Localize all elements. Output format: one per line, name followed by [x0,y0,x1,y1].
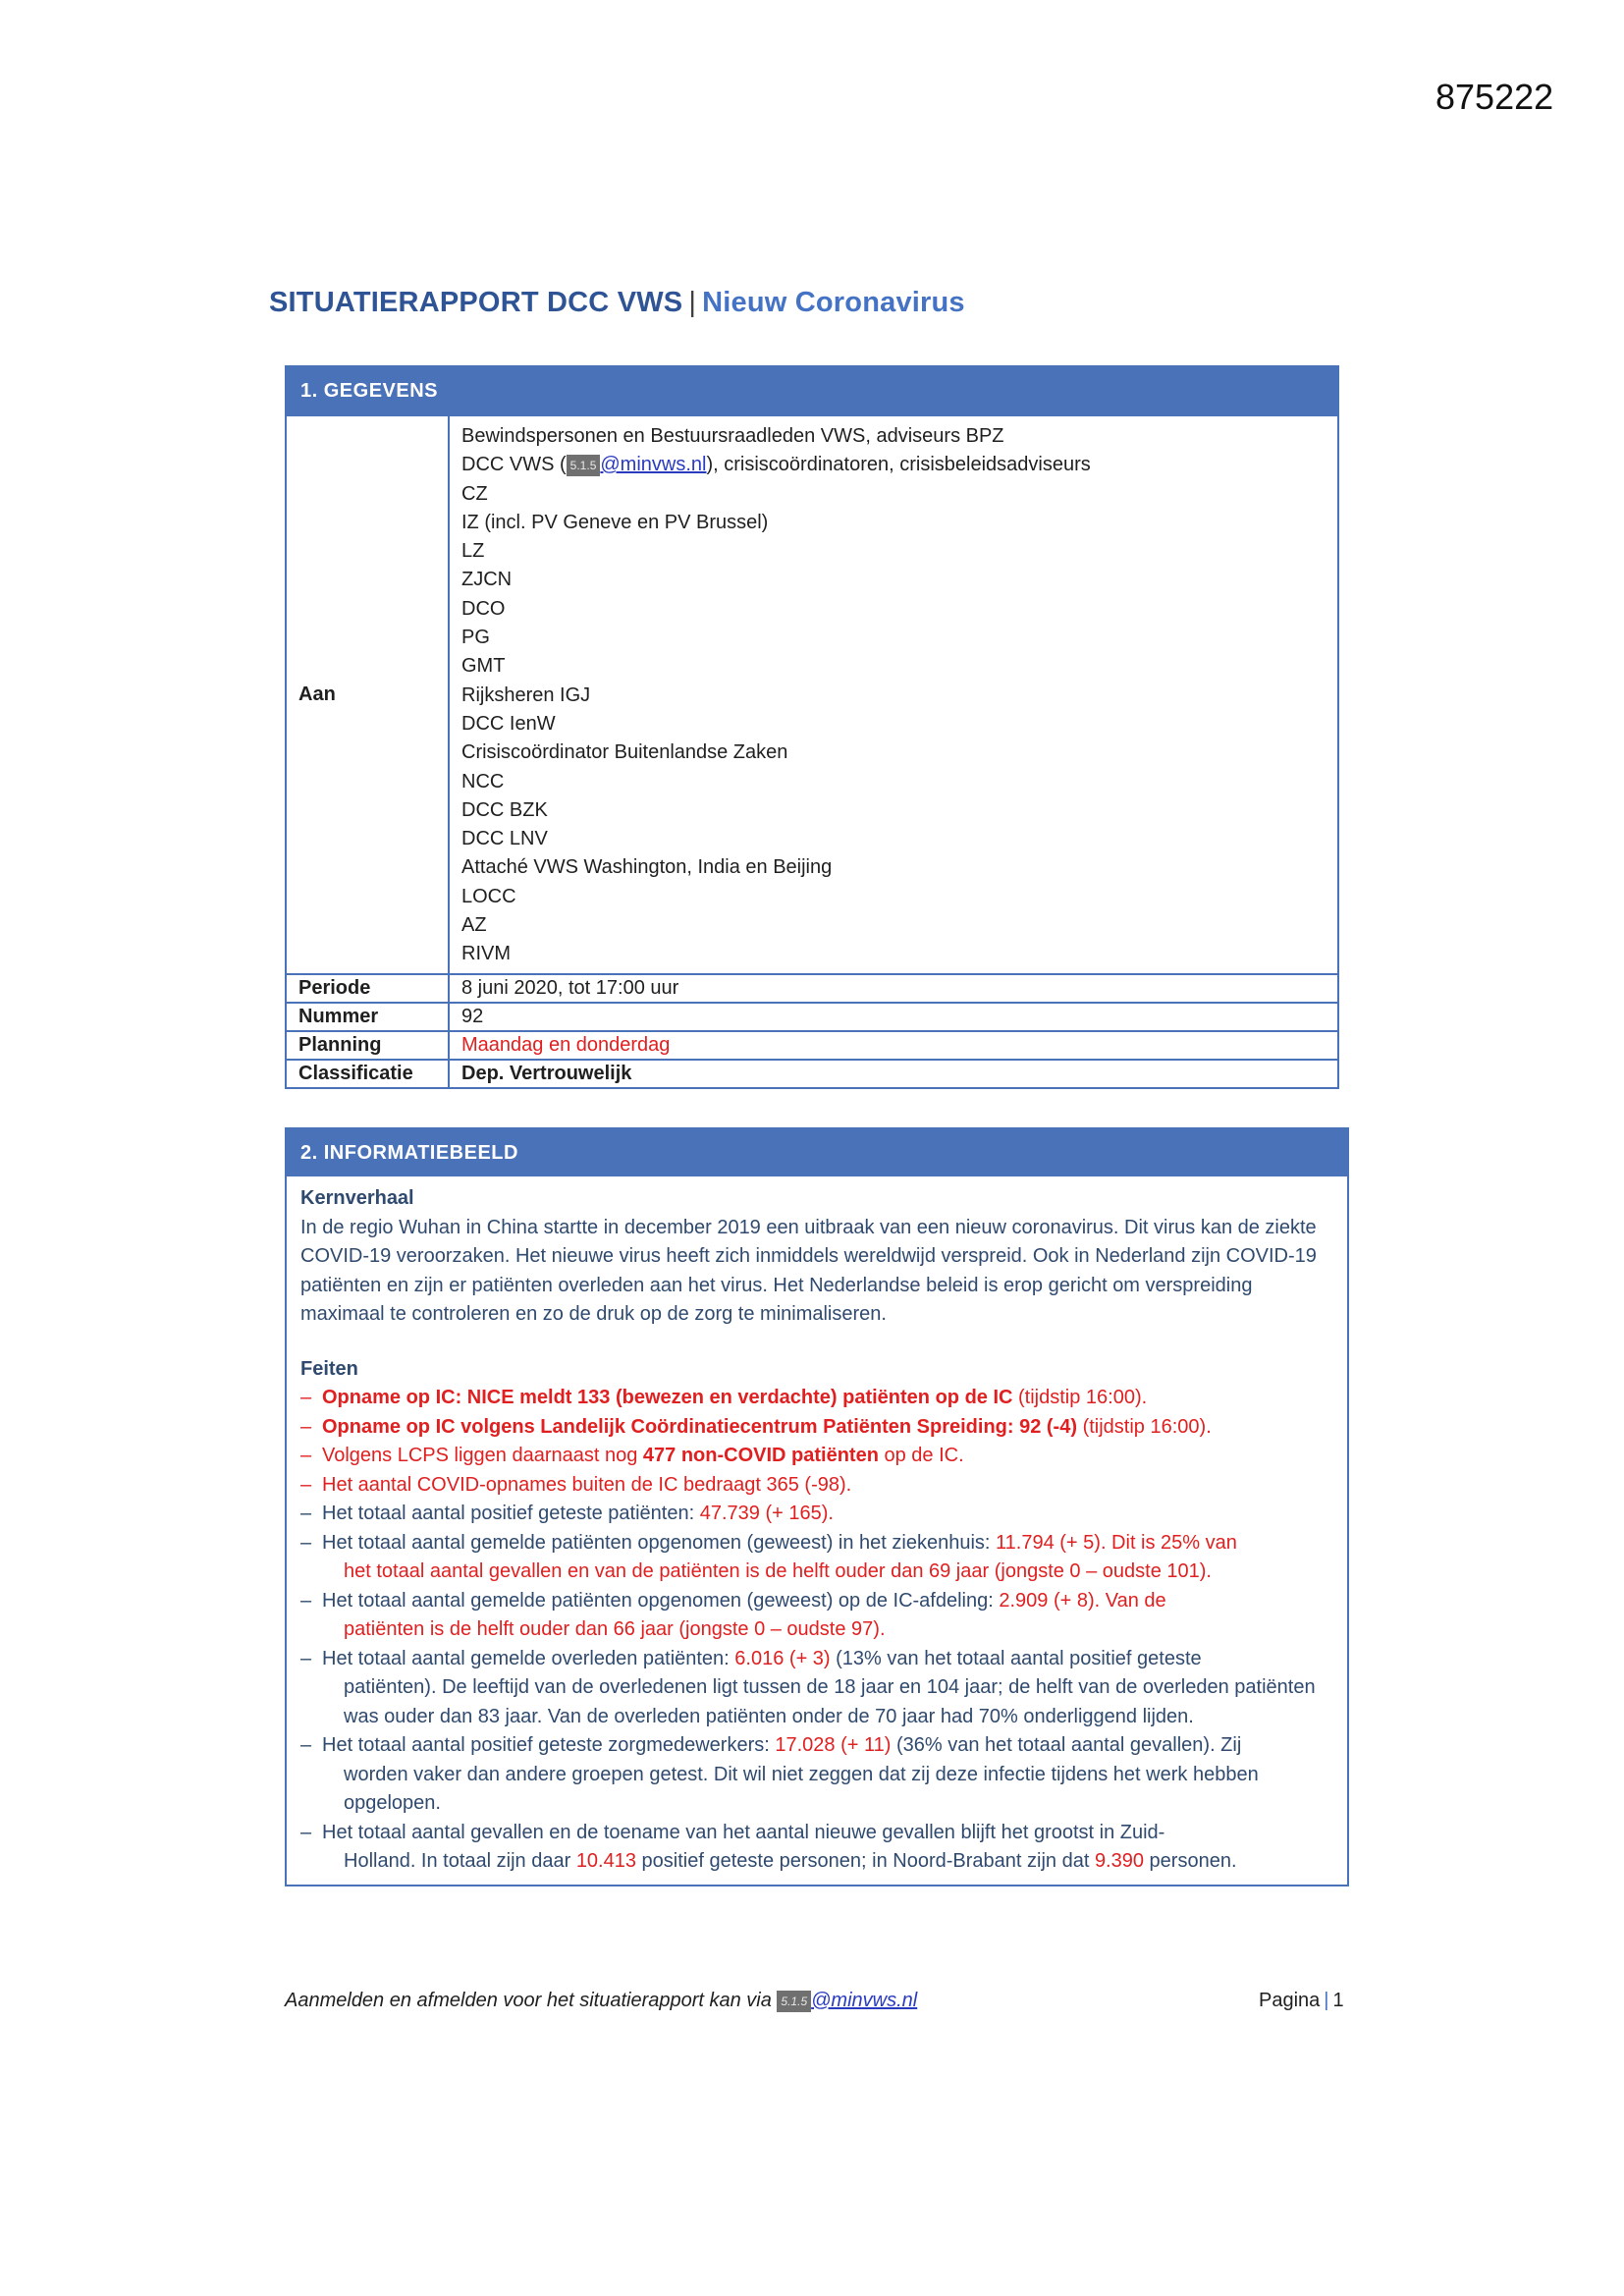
gegevens-section [285,365,1339,1089]
fact-regio-zh-value: 10.413 [575,1850,636,1872]
email-link[interactable]: @minvws.nl [600,454,707,476]
fact-overleden-b: 6.016 (+ 3) [734,1647,831,1669]
document-number: 875222 [1435,77,1554,117]
list-item: CZ [461,482,488,505]
redacted-block: 5.1.5 [777,1991,811,2012]
list-item [300,1471,1333,1501]
fact-regio-f: personen. [1144,1850,1237,1872]
list-item: Bewindspersonen en Bestuursraadleden VWS, adviseurs BPZ [461,425,1004,447]
list-item [300,1384,1333,1413]
report-title [269,287,965,319]
footer-subscribe-text [285,1990,917,2012]
informatiebeeld-body [287,1176,1347,1885]
list-item [300,1731,1333,1819]
felten-list [300,1384,1333,1877]
list-item: RIVM [461,943,511,965]
bullet-dash: – [300,1734,312,1756]
fact-ziekenhuis-a: Het totaal aantal gemelde patiënten opgenomen (geweest) in het ziekenhuis: [322,1531,997,1554]
list-item: DCC BZK [461,798,548,821]
fact-overleden-a: Het totaal aantal gemelde overleden patiënten: [322,1647,735,1669]
list-item: LZ [461,540,485,563]
list-item: NCC [461,770,505,793]
list-item: Crisiscoördinator Buitenlandse Zaken [461,741,788,764]
classificatie-value: Dep. Vertrouwelijk [449,1060,1337,1087]
report-title-main: SITUATIERAPPORT DCC VWS [269,287,683,318]
page-number-value: 1 [1332,1990,1344,2011]
periode-value: 8 juni 2020, tot 17:00 uur [449,974,1337,1003]
spacer [300,1330,1333,1355]
list-item [300,1413,1333,1443]
fact-ic-afdeling-b: 2.909 (+ 8). Van de [999,1589,1166,1612]
report-title-sub: Nieuw Coronavirus [702,287,965,318]
fact-ic-nice: Opname op IC: NICE meldt 133 (bewezen en verdachte) patiënten op de IC [322,1387,1013,1408]
table-row [287,1060,1337,1087]
gegevens-header: 1. GEGEVENS [287,367,1337,414]
list-item [300,1819,1333,1877]
fact-noncovid-a: Volgens LCPS liggen daarnaast nog [322,1445,643,1466]
bullet-dash: – [300,1473,312,1496]
fact-noncovid-c: op de IC. [878,1445,964,1466]
fact-positief-b: 47.739 (+ 165). [699,1503,834,1524]
list-item: LOCC [461,885,516,907]
list-item: DCO [461,597,506,620]
aan-label: Aan [287,415,449,974]
list-item: AZ [461,914,487,937]
footer-text: Aanmelden en afmelden voor het situatierapport kan via [285,1990,772,2011]
felten-heading: Feiten [300,1357,358,1380]
nummer-value: 92 [449,1003,1337,1031]
bullet-dash: – [300,1821,312,1843]
bullet-dash: – [300,1503,312,1524]
fact-regio-b: Holland. In totaal zijn daar [344,1850,576,1872]
bullet-dash: – [300,1531,312,1554]
periode-label: Periode [287,974,449,1003]
fact-ic-afdeling-a: Het totaal aantal gemelde patiënten opgenomen (geweest) op de IC-afdeling: [322,1589,1000,1612]
fact-ic-lcps: Opname op IC volgens Landelijk Coördinatiecentrum Patiënten Spreiding: 92 (-4) [322,1415,1078,1438]
list-item: Rijksheren IGJ [461,683,591,706]
dcc-prefix: DCC VWS ( [461,454,567,476]
fact-positief-a: Het totaal aantal positief geteste patiënten: [322,1503,700,1524]
list-item: DCC LNV [461,828,548,850]
fact-regio-a: Het totaal aantal gevallen en de toename van het aantal nieuwe gevallen blijft het grootst in Zuid- [322,1821,1165,1843]
fact-overleden-d: patiënten). De leeftijd van de overledenen ligt tussen de 18 jaar en 104 jaar; de helft van de overleden patiënten was ouder dan 83 jaar. Van de overleden patiënten onder de 70 jaar had 70% onderliggend lijden. [344,1676,1316,1727]
list-item [300,1529,1333,1587]
fact-zorgmedewerkers-d: worden vaker dan andere groepen getest. Dit wil niet zeggen dat zij deze infectie tijdens het werk hebben opgelopen. [344,1763,1259,1814]
planning-value: Maandag en donderdag [449,1031,1337,1060]
fact-regio-d: positief geteste personen; in Noord-Brabant zijn dat [635,1850,1095,1872]
fact-regio-nb-value: 9.390 [1094,1850,1144,1872]
fact-ic-lcps-time: (tijdstip 16:00). [1077,1415,1212,1438]
list-item [461,451,1326,479]
page-separator: | [1324,1990,1329,2011]
fact-zorgmedewerkers-b: 17.028 (+ 11) [775,1734,892,1756]
informatiebeeld-header: 2. INFORMATIEBEELD [287,1129,1347,1176]
bullet-dash: – [300,1387,312,1408]
bullet-dash: – [300,1589,312,1612]
table-row [287,1031,1337,1060]
gegevens-table [287,414,1337,1087]
bullet-dash: – [300,1445,312,1466]
informatiebeeld-section [285,1127,1349,1886]
table-row [287,1003,1337,1031]
table-row [287,974,1337,1003]
list-item: DCC IenW [461,712,556,735]
planning-label: Planning [287,1031,449,1060]
fact-regio-cont [322,1847,1333,1877]
kernverhaal-text: In de regio Wuhan in China startte in december 2019 een uitbraak van een nieuw coronavirus. Dit virus kan de ziekte COVID-19 veroorzaken. Het nieuwe virus heeft zich inmiddels wereldwijd verspreid. Ook in Nederland zijn COVID-19 patiënten en zijn er patiënten overleden aan het virus. Het Nederlandse beleid is erop gericht om verspreiding maximaal te controleren en zo de druk op de zorg te minimaliseren. [300,1216,1317,1325]
fact-zorgmedewerkers-a: Het totaal aantal positief geteste zorgmedewerkers: [322,1734,776,1756]
list-item: IZ (incl. PV Geneve en PV Brussel) [461,511,769,533]
footer-email-link[interactable]: @minvws.nl [811,1990,918,2011]
list-item [300,1645,1333,1732]
classificatie-label: Classificatie [287,1060,449,1087]
fact-zorgmedewerkers-c: (36% van het totaal aantal gevallen). Zij [891,1734,1242,1756]
list-item: ZJCN [461,569,513,591]
redacted-block: 5.1.5 [567,455,601,476]
fact-ic-afdeling-c: patiënten is de helft ouder dan 66 jaar (jongste 0 – oudste 97). [344,1618,886,1640]
aan-recipients [449,415,1337,974]
fact-noncovid-b: 477 non-COVID patiënten [642,1445,879,1466]
fact-opnames-buiten-ic: Het aantal COVID-opnames buiten de IC bedraagt 365 (-98). [322,1473,852,1496]
bullet-dash: – [300,1647,312,1669]
nummer-label: Nummer [287,1003,449,1031]
list-item: Attaché VWS Washington, India en Beijing [461,856,833,879]
page-label: Pagina [1259,1990,1321,2011]
table-row [287,415,1337,974]
fact-overleden-c: (13% van het totaal aantal positief geteste [830,1647,1202,1669]
list-item: PG [461,627,490,649]
list-item [300,1442,1333,1471]
fact-ziekenhuis-c: het totaal aantal gevallen en van de patiënten is de helft ouder dan 69 jaar (jongste 0 – oudste 101). [344,1560,1212,1582]
kernverhaal-heading: Kernverhaal [300,1187,414,1209]
fact-ziekenhuis-b: 11.794 (+ 5). Dit is 25% van [996,1531,1237,1554]
list-item [300,1587,1333,1645]
title-separator: | [688,287,697,318]
dcc-suffix: ), crisiscoördinatoren, crisisbeleidsadviseurs [706,454,1091,476]
page-number [1259,1990,1344,2012]
list-item [300,1500,1333,1529]
bullet-dash: – [300,1415,312,1438]
list-item: GMT [461,655,506,678]
fact-ic-nice-time: (tijdstip 16:00). [1012,1387,1148,1408]
